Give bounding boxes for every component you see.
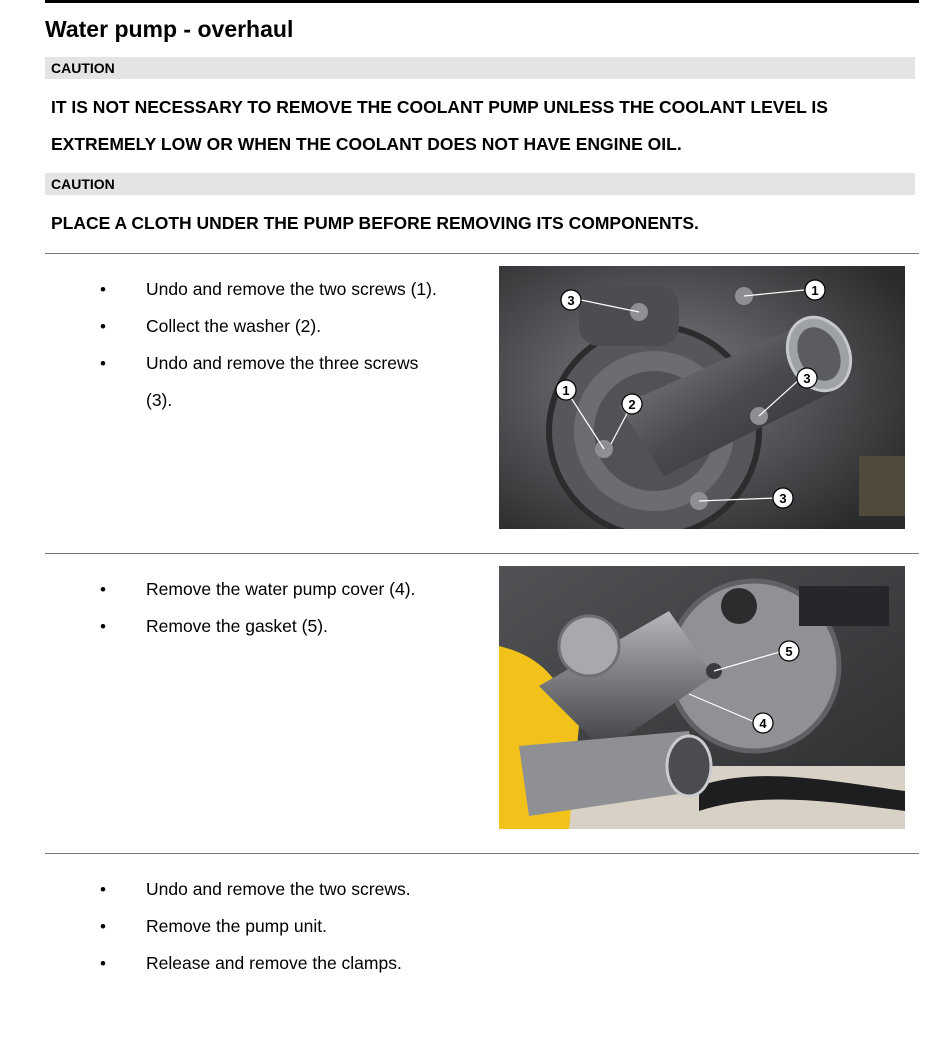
section-divider-3	[45, 853, 919, 854]
section2-step-list	[100, 571, 460, 645]
step-text: Release and remove the clamps.	[146, 953, 402, 973]
list-item	[100, 345, 460, 419]
step-text: Remove the pump unit.	[146, 916, 327, 936]
section3-step-list	[100, 871, 460, 982]
caution-label-2: CAUTION	[45, 173, 915, 195]
bullet: •	[100, 580, 106, 599]
callout-label: 4	[759, 716, 767, 731]
callout-label: 1	[811, 283, 819, 298]
section-divider-2	[45, 553, 919, 554]
top-rule	[45, 0, 919, 3]
list-item	[100, 945, 460, 982]
callout-label: 3	[567, 293, 575, 308]
callout-label: 3	[803, 371, 811, 386]
photo-pump-cover	[499, 566, 905, 829]
callout-1	[805, 280, 825, 300]
caution-text-1-line1: IT IS NOT NECESSARY TO REMOVE THE COOLANT PUMP UNLESS THE COOLANT LEVEL IS	[51, 97, 828, 117]
step-text: Undo and remove the two screws (1).	[146, 279, 437, 299]
step-text: Undo and remove the two screws.	[146, 879, 411, 899]
bullet: •	[100, 280, 106, 299]
caution-text-2: PLACE A CLOTH UNDER THE PUMP BEFORE REMOVING ITS COMPONENTS.	[51, 213, 699, 233]
callout-4	[753, 713, 773, 733]
callout-3	[797, 368, 817, 388]
list-item	[100, 271, 460, 308]
step-text-continued: (3).	[146, 390, 173, 410]
callout-3	[773, 488, 793, 508]
page-title: Water pump - overhaul	[45, 16, 294, 42]
callout-3	[561, 290, 581, 310]
list-item	[100, 871, 460, 908]
section-divider-1	[45, 253, 919, 254]
callout-5	[779, 641, 799, 661]
bullet: •	[100, 354, 106, 373]
callout-1	[556, 380, 576, 400]
bullet: •	[100, 880, 106, 899]
list-item	[100, 608, 460, 645]
callout-2	[622, 394, 642, 414]
caution-text-1-line2: EXTREMELY LOW OR WHEN THE COOLANT DOES NOT HAVE ENGINE OIL.	[51, 134, 682, 154]
caution-label-1: CAUTION	[45, 57, 915, 79]
list-item	[100, 308, 460, 345]
callout-label: 5	[785, 644, 793, 659]
photo-pump-screws	[499, 266, 905, 529]
list-item	[100, 571, 460, 608]
step-text: Remove the water pump cover (4).	[146, 579, 416, 599]
bullet: •	[100, 617, 106, 636]
bullet: •	[100, 317, 106, 336]
photo-pump-screws-callouts	[499, 266, 905, 529]
callout-label: 1	[562, 383, 570, 398]
callout-label: 3	[779, 491, 787, 506]
step-text: Remove the gasket (5).	[146, 616, 328, 636]
list-item	[100, 908, 460, 945]
bullet: •	[100, 917, 106, 936]
step-text: Undo and remove the three screws	[146, 353, 419, 373]
step-text: Collect the washer (2).	[146, 316, 322, 336]
photo-pump-cover-callouts	[499, 566, 905, 829]
bullet: •	[100, 954, 106, 973]
callout-label: 2	[628, 397, 636, 412]
section1-step-list	[100, 271, 460, 419]
